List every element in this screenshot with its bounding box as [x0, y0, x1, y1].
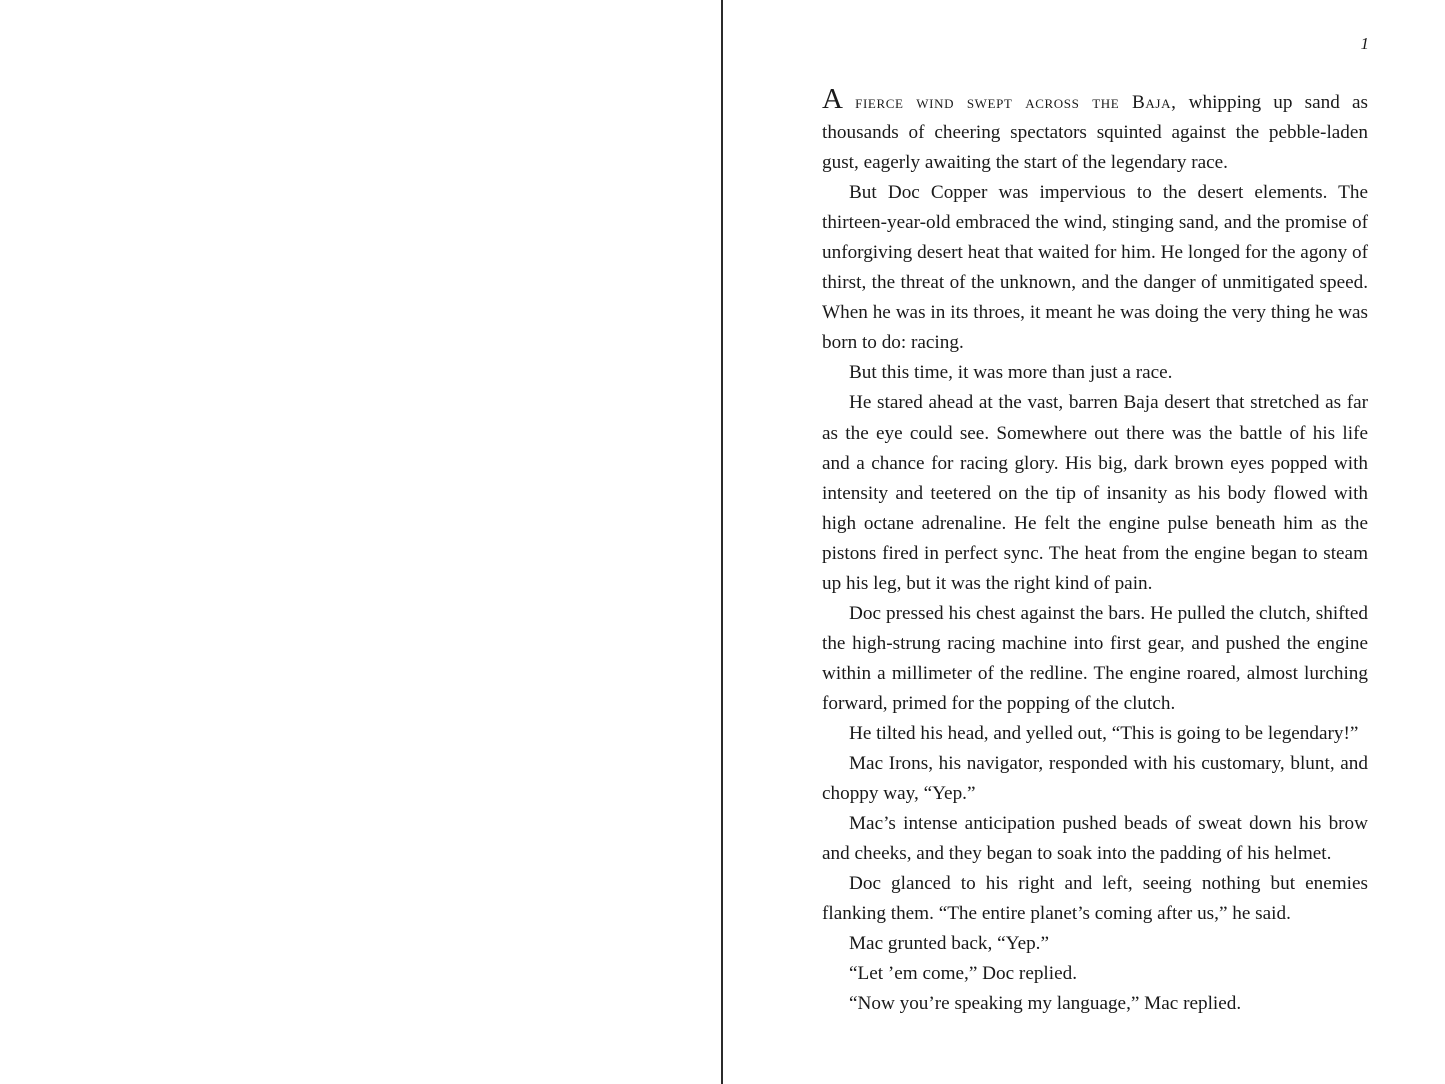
- right-page: [723, 0, 1445, 1084]
- paragraph: But this time, it was more than just a race.: [849, 362, 1173, 384]
- paragraph: Mac’s intense anticipation pushed beads of sweat down his brow and cheeks, and they began to soak into the padding of his helmet.: [822, 813, 1368, 865]
- paragraph: He stared ahead at the vast, barren Baja desert that stretched as far as the eye could see. Somewhere out there was the battle of his life and a chance for racing glory. His big, dark brown eyes popped with intensity and teetered on the tip of insanity as his body flowed with high octane adrenaline. He felt the engine pulse beneath him as the pistons fired in perfect sync. The heat from the engine began to steam up his leg, but it was the right kind of pain.: [822, 392, 1368, 594]
- paragraph: He tilted his head, and yelled out, “This is going to be legendary!”: [849, 722, 1359, 744]
- paragraph: “Let ’em come,” Doc replied.: [849, 963, 1078, 985]
- left-page-blank: [0, 0, 721, 1084]
- paragraph: Doc glanced to his right and left, seeing nothing but enemies flanking them. “The entire planet’s coming after us,” he said.: [822, 873, 1368, 925]
- paragraph: But Doc Copper was impervious to the desert elements. The thirteen-year-old embraced the wind, stinging sand, and the promise of unforgiving desert heat that waited for him. He longed for the agony of thirst, the threat of the unknown, and the danger of unmitigated speed. When he was in its throes, it meant he was doing the very thing he was born to do: racing.: [822, 182, 1368, 354]
- opening-paragraph: [822, 83, 1368, 178]
- paragraph: Mac grunted back, “Yep.”: [849, 933, 1049, 955]
- chapter-text: [822, 83, 1368, 1019]
- drop-letter: A: [822, 83, 843, 115]
- opening-rest: whipping up sand as thousands of cheering spectators squinted against the pebble-laden gust, eagerly awaiting the start of the legendary race.: [822, 92, 1368, 174]
- paragraph: Mac Irons, his navigator, responded with his customary, blunt, and choppy way, “Yep.”: [822, 753, 1368, 805]
- page-number: 1: [1360, 34, 1369, 53]
- paragraph: “Now you’re speaking my language,” Mac replied.: [849, 993, 1242, 1015]
- paragraph: Doc pressed his chest against the bars. He pulled the clutch, shifted the high-strung racing machine into first gear, and pushed the engine within a millimeter of the redline. The engine roared, almost lurching forward, primed for the popping of the clutch.: [822, 602, 1368, 714]
- opening-lead-words: fierce wind swept across the Baja,: [855, 92, 1177, 113]
